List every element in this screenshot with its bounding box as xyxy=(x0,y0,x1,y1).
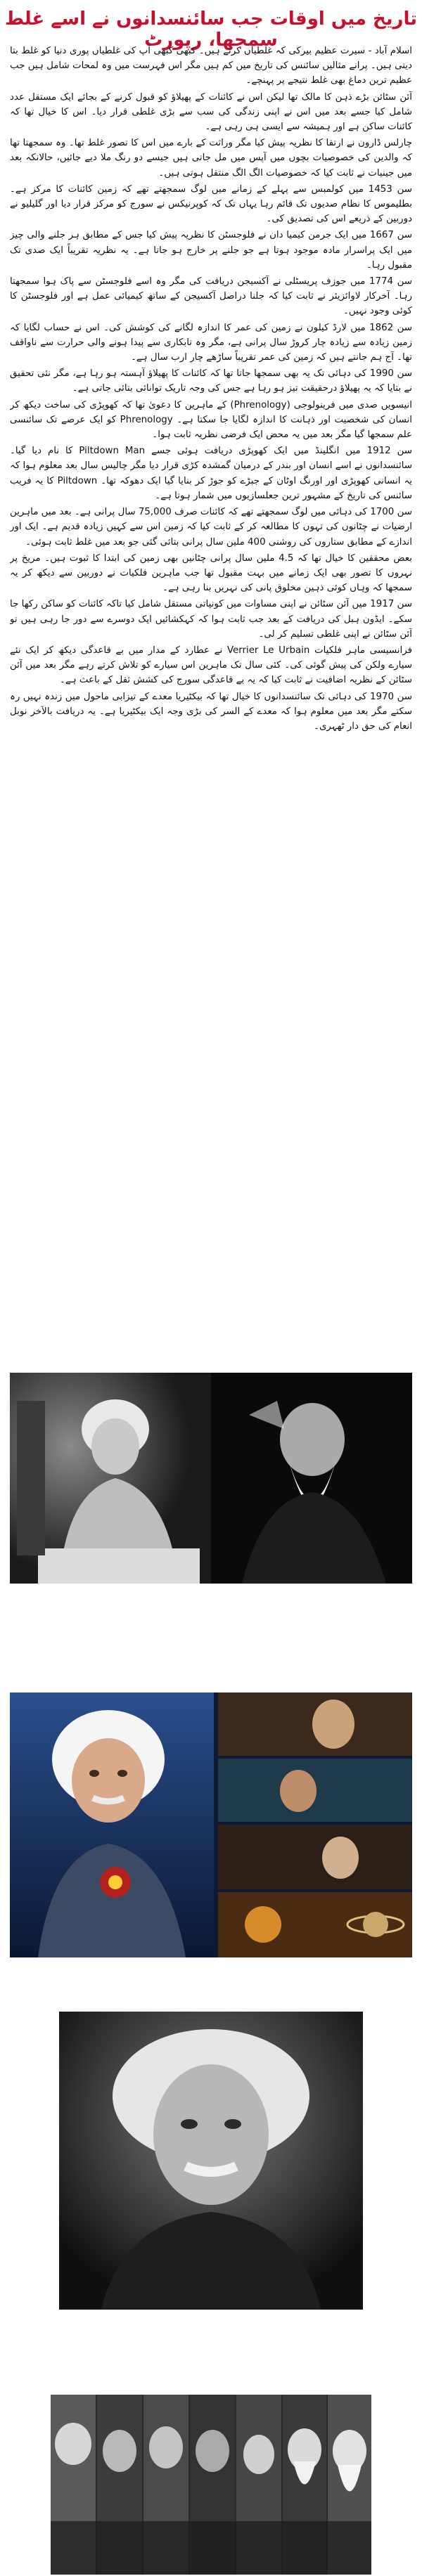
photo-einstein-portrait xyxy=(59,2012,363,2310)
article-paragraph: آئن سٹائن بڑے ذہن کا مالک تھا لیکن اس نے کائنات کے پھیلاؤ کو قبول کرنے کے بجائے ایک مستقل عدد شامل کیا جسے بعد میں اس نے اپنی زندگی کی سب سے بڑی غلطی قرار دیا۔ اس کا خیال تھا کہ کائنات ساکن ہے اور ہمیشہ سے ایسی ہی رہی ہے۔ xyxy=(10,91,412,133)
article-paragraph: بعض محققین کا خیال تھا کہ 4.5 ملین سال پرانی چٹانیں بھی زمین کی ابتدا کا ثبوت ہیں۔ مریخ پر نہروں کا تصور بھی ایک زمانے میں بہت مقبول تھا جب ماہرین فلکیات نے دوربین سے دیکھ کر یہ سمجھا کہ وہاں کوئی ذہین مخلوق پانی کی نہریں بنا رہی ہے۔ xyxy=(10,552,412,594)
article-paragraph: سن 1667 میں ایک جرمن کیمیا دان نے فلوجسٹن کا نظریہ پیش کیا جس کے مطابق ہر جلنے والی چیز میں ایک پراسرار مادہ موجود ہوتا ہے جو جلنے پر خارج ہو جاتا ہے۔ یہ نظریہ تقریباً ایک صدی تک مقبول رہا۔ xyxy=(10,230,412,271)
article-paragraph: سن 1912 میں انگلینڈ میں ایک کھوپڑی دریافت ہوئی جسے Piltdown Man کا نام دیا گیا۔ سائنسدانوں نے اسے انسان اور بندر کے درمیان گمشدہ کڑی قرار دیا مگر چالیس سال بعد معلوم ہوا کہ یہ انسانی کھوپڑی اور اورنگ اوٹان کے جبڑے کو جوڑ کر بنایا گیا ایک دھوکہ تھا۔ Piltdown کا یہ فریب سائنس کی تاریخ کے مشہور ترین جعلسازیوں میں شمار ہوتا ہے۔ xyxy=(10,446,412,501)
article-paragraph: انیسویں صدی میں فرینولوجی (Phrenology) کے ماہرین کا دعویٰ تھا کہ کھوپڑی کی ساخت دیکھ کر انسان کی شخصیت اور ذہانت کا اندازہ لگایا جا سکتا ہے۔ Phrenology کو ایک عرصے تک سائنسی علم سمجھا گیا مگر بعد میں یہ محض ایک فرضی نظریہ ثابت ہوا۔ xyxy=(10,399,412,441)
article-paragraph: چارلس ڈارون نے ارتقا کا نظریہ پیش کیا مگر وراثت کے بارے میں اس کا تصور غلط تھا۔ وہ سمجھتا تھا کہ والدین کی خصوصیات بچوں میں آپس میں مل جاتی ہیں جیسے دو رنگ ملا دیے جائیں، حالانکہ بعد میں جینیات نے ثابت کیا کہ خصوصیات الگ الگ منتقل ہوتی ہیں۔ xyxy=(10,138,412,179)
article-headline xyxy=(0,0,422,51)
article-paragraph: سن 1970 کی دہائی تک سائنسدانوں کا خیال تھا کہ بیکٹیریا معدے کے تیزابی ماحول میں زندہ نہیں رہ سکتے مگر بعد میں معلوم ہوا کہ معدے کے السر کی بڑی وجہ ایک بیکٹیریا ہے۔ یہ دریافت بالآخر نوبل انعام کی حق دار ٹھہری۔ xyxy=(10,691,412,732)
headline-text: تاریخ میں اوقات جب سائنسدانوں نے اسے غلط سمجھا، رپورٹ xyxy=(5,8,417,51)
photo-einstein-collage xyxy=(10,1692,412,1957)
article-paragraph: سن 1700 کی دہائی میں لوگ سمجھتے تھے کہ کائنات صرف 75,000 سال پرانی ہے۔ بعد میں ماہرین ارضیات نے چٹانوں کی تہوں کا مطالعہ کر کے ثابت کیا کہ زمین اس سے کہیں زیادہ قدیم ہے۔ ایک اور اندازے کے مطابق ستاروں کی روشنی 400 ملین سال پرانی بتائی گئی جو بعد میں غلط ثابت ہوئی۔ xyxy=(10,507,412,548)
article-paragraph: سن 1774 میں جوزف پریسٹلی نے آکسیجن دریافت کی مگر وہ اسے فلوجسٹن سے پاک ہوا سمجھتا رہا۔ آخرکار لاوائزیئر نے ثابت کیا کہ جلنا دراصل آکسیجن کے ساتھ کیمیائی عمل ہے اور فلوجسٹن کا کوئی وجود نہیں۔ xyxy=(10,276,412,317)
article-paragraph: فرانسیسی ماہر فلکیات Verrier Le Urbain نے عطارد کے مدار میں بے قاعدگی دیکھ کر ایک نئے سیارے ولکن کی پیش گوئی کی۔ کئی سال تک ماہرین اس سیارے کو تلاش کرتے رہے مگر بعد میں آئن سٹائن کے نظریہ اضافیت نے ثابت کیا کہ یہ بے قاعدگی سورج کی کشش ثقل کے باعث ہے۔ xyxy=(10,645,412,686)
photo-scientists-row xyxy=(51,2395,371,2575)
article-paragraph: سن 1862 میں لارڈ کیلون نے زمین کی عمر کا اندازہ لگانے کی کوشش کی۔ اس نے حساب لگایا کہ زمین زیادہ سے زیادہ چار کروڑ سال پرانی ہے، مگر وہ تابکاری سے پیدا ہونے والی حرارت سے ناواقف تھا۔ آج ہم جانتے ہیں کہ زمین کی عمر تقریباً ساڑھے چار ارب سال ہے۔ xyxy=(10,322,412,363)
photo-einstein-and-darwin xyxy=(10,1373,412,1584)
article-paragraph: سن 1917 میں آئن سٹائن نے اپنی مساوات میں کونیاتی مستقل شامل کیا تاکہ کائنات کو ساکن رکھا جا سکے۔ ایڈون ہبل کی دریافت کے بعد جب ثابت ہوا کہ کہکشائیں ایک دوسرے سے دور جا رہی ہیں تو آئن سٹائن نے اپنی غلطی تسلیم کر لی۔ xyxy=(10,599,412,640)
article-paragraph: اسلام آباد - سیرت عظیم بیرکی کہ غلطیاں کرتے ہیں۔ کبھی کبھی آپ کی غلطیاں پوری دنیا کو غلط بتا دیتی ہیں۔ پرانے مثالیں سائنس کی تاریخ میں کم ہیں مگر اس فہرست میں وہ لمحات شامل ہیں جب عظیم ترین دماغ بھی غلط نتیجے پر پہنچے۔ xyxy=(10,46,412,86)
article-body xyxy=(10,44,412,1321)
article-paragraph: سن 1990 کی دہائی تک یہ بھی سمجھا جاتا تھا کہ کائنات کا پھیلاؤ آہستہ ہو رہا ہے، مگر نئی تحقیق نے بتایا کہ یہ پھیلاؤ درحقیقت تیز ہو رہا ہے جس کی وجہ تاریک توانائی بتائی جاتی ہے۔ xyxy=(10,368,412,394)
article-paragraph: سن 1453 میں کولمبس سے پہلے کے زمانے میں لوگ سمجھتے تھے کہ زمین کائنات کا مرکز ہے۔ بطلیموس کا نظام صدیوں تک قائم رہا یہاں تک کہ کوپرنیکس نے سورج کو مرکز قرار دیا اور گلیلیو نے دوربین کے ذریعے اس کی تصدیق کی۔ xyxy=(10,183,412,225)
